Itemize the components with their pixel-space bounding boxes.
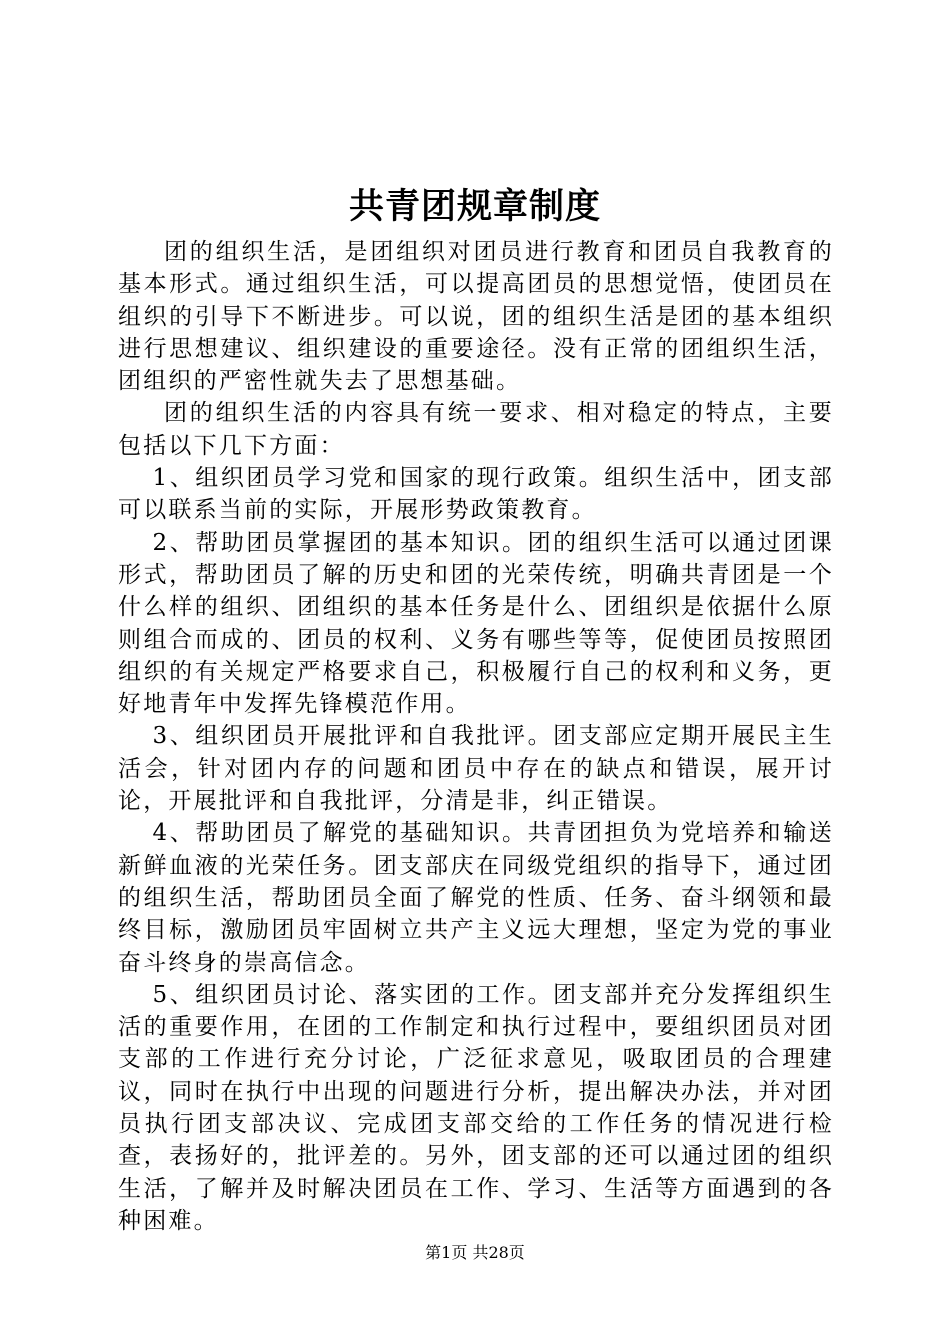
paragraph-intro: 团的组织生活，是团组织对团员进行教育和团员自我教育的基本形式。通过组织生活，可以提高团员的思想觉悟，使团员在组织的引导下不断进步。可以说，团的组织生活是团的基本组织进行思想建议、组织建设的重要途径。没有正常的团组织生活，团组织的严密性就失去了思想基础。 <box>118 239 834 395</box>
paragraph-content-summary: 团的组织生活的内容具有统一要求、相对稳定的特点，主要包括以下几下方面： <box>118 400 834 459</box>
paragraph-item-1: 1、组织团员学习党和国家的现行政策。组织生活中，团支部可以联系当前的实际，开展形势政策教育。 <box>118 465 834 524</box>
document-body <box>118 236 834 1237</box>
paragraph-item-5: 5、组织团员讨论、落实团的工作。团支部并充分发挥组织生活的重要作用，在团的工作制定和执行过程中，要组织团员对团支部的工作进行充分讨论，广泛征求意见，吸取团员的合理建议，同时在执行中出现的问题进行分析，提出解决办法，并对团员执行团支部决议、完成团支部交给的工作任务的情况进行检查，表扬好的，批评差的。另外，团支部的还可以通过团的组织生活，了解并及时解决团员在工作、学习、生活等方面遇到的各种困难。 <box>118 981 834 1234</box>
paragraph-item-2: 2、帮助团员掌握团的基本知识。团的组织生活可以通过团课形式，帮助团员了解的历史和团的光荣传统，明确共青团是一个什么样的组织、团组织的基本任务是什么、团组织是依据什么原则组合而成的、团员的权利、义务有哪些等等，促使团员按照团组织的有关规定严格要求自己，积极履行自己的权利和义务，更好地青年中发挥先锋模范作用。 <box>118 529 834 718</box>
page-footer: 第1页 共28页 <box>425 1243 525 1262</box>
paragraph-item-4: 4、帮助团员了解党的基础知识。共青团担负为党培养和输送新鲜血液的光荣任务。团支部庆在同级党组织的指导下，通过团的组织生活，帮助团员全面了解党的性质、任务、奋斗纲领和最终目标，激励团员牢固树立共产主义远大理想，坚定为党的事业奋斗终身的崇高信念。 <box>118 820 834 976</box>
document-title: 共青团规章制度 <box>348 186 601 227</box>
paragraph-item-3: 3、组织团员开展批评和自我批评。团支部应定期开展民主生活会，针对团内存的问题和团员中存在的缺点和错误，展开讨论，开展批评和自我批评，分清是非，纠正错误。 <box>118 723 834 815</box>
